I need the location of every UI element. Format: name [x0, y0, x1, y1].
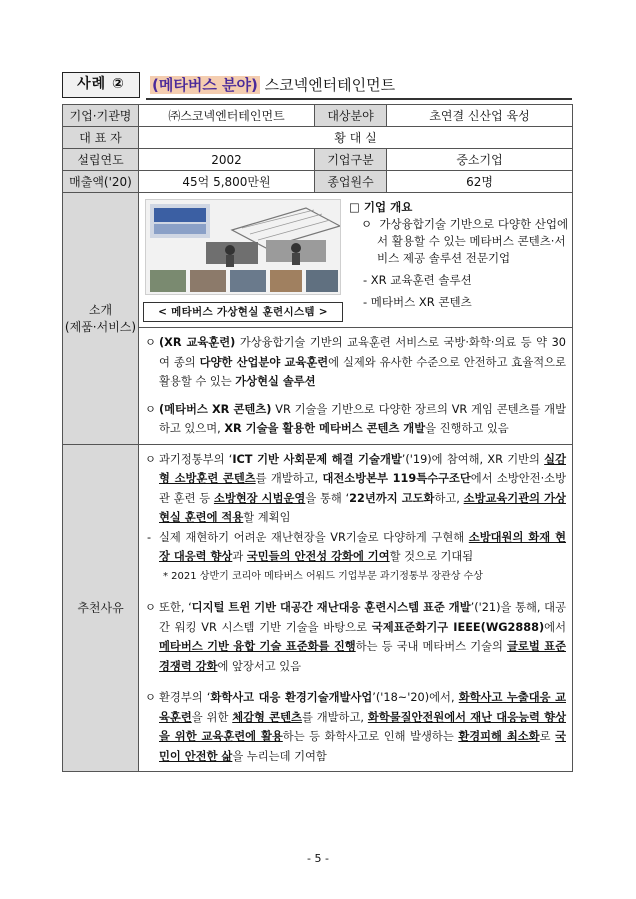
case-title [150, 74, 395, 96]
intro-label-1: 소개 [88, 303, 113, 318]
emphasis: 22년까지 고도화 [349, 491, 435, 505]
company-overview [349, 199, 574, 311]
text: VR 기술을 기반으로 다양한 장르의 VR 게임 콘텐츠를 개발하고 있으며, [159, 402, 566, 435]
text: 을 진행하고 있음 [425, 422, 509, 435]
text: 을 통해 ‘ [305, 491, 350, 505]
sales-value: 45억 5,800만원 [139, 171, 315, 193]
intro-bullet-metaverse [145, 400, 566, 439]
emphasis: 화학물질안전원에서 재난 대응능력 향상을 위한 교육훈련에 활용 [159, 710, 566, 743]
text: 를 개발하고, [301, 710, 368, 724]
emphasis: 메타버스 기반 융합 기술 표준화를 진행 [159, 640, 356, 653]
field-label: 대상분야 [315, 105, 387, 127]
bullet-symbol: ㅇ [145, 452, 156, 466]
title-underline [146, 98, 572, 100]
emphasis: 국민이 안전한 삶 [159, 730, 566, 763]
text: 에서 소방안전·소방관 훈련 등 [159, 472, 566, 505]
emphasis: 국민들의 안전성 강화에 기여 [246, 550, 390, 563]
text: 하는 등 화학사고로 인해 발생하는 [282, 730, 459, 743]
text: 로 [539, 730, 556, 743]
text: 환경부의 ‘ [159, 691, 211, 704]
emphasis: 소방교육기관의 가상현실 훈련에 적용 [159, 491, 566, 524]
employees-value: 62명 [387, 171, 573, 193]
intro-bullet-xr [145, 333, 566, 392]
bullet-symbol: ㅇ [145, 691, 156, 704]
text: ’('19)에 참여해, XR 기반의 [401, 452, 545, 466]
emphasis: 화학사고 누출대응 교육훈련 [159, 691, 566, 724]
text: ’('21)을 통해, 대공간 워킹 VR 시스템 기반 기술을 바탕으로 [159, 601, 566, 634]
emphasis: 환경피해 최소화 [458, 730, 540, 743]
text: 를 개발하고, [255, 472, 323, 485]
company-value: ㈜스코넥엔터테인먼트 [139, 105, 315, 127]
emphasis: 가상현실 솔루션 [235, 375, 316, 388]
reason-bullet-1 [145, 450, 566, 528]
emphasis: 대전소방본부 119특수구조단 [322, 472, 471, 485]
page-number: - 5 - [307, 852, 329, 865]
bullet-symbol: ㅇ [361, 217, 373, 231]
bullet-heading: (메타버스 XR 콘텐츠) [159, 402, 272, 416]
bullet-symbol: ㅇ [145, 336, 156, 349]
intro-label [63, 193, 139, 445]
text: 에 앞장서고 있음 [217, 659, 302, 673]
emphasis: 국제표준화기구 IEEE(WG2888) [371, 620, 545, 634]
overview-sub-2: - 메타버스 XR 콘텐츠 [363, 295, 472, 309]
ceo-value: 황 대 실 [139, 127, 573, 149]
intro-top [139, 193, 572, 327]
field-value: 초연결 신산업 육성 [387, 105, 573, 127]
emphasis: 화학사고 대응 환경기술개발사업 [210, 691, 373, 704]
overview-text: 가상융합기술 기반으로 다양한 산업에서 활용할 수 있는 메타버스 콘텐츠·서비스 제공 솔루션 전문기업 [377, 217, 569, 265]
emphasis: 글로벌 표준 경쟁력 강화 [159, 640, 566, 673]
emphasis: 소방현장 시범운영 [213, 491, 306, 505]
company-label: 기업·기관명 [63, 105, 139, 127]
emphasis: 실감형 소방훈련 콘텐츠 [159, 452, 566, 485]
text: 할 계획임 [243, 511, 291, 524]
text: 에서 [544, 620, 566, 634]
emphasis: 다양한 산업분야 교육훈련 [199, 355, 329, 369]
reason-body [139, 445, 572, 772]
text: 가상융합기술 기반의 교육훈련 서비스로 국방·화학·의료 등 약 30여 종의 [159, 336, 566, 369]
case-company: 스코넥엔터테인먼트 [264, 76, 396, 94]
reason-bullet-2 [145, 598, 566, 676]
bullet-symbol: ㅇ [145, 402, 156, 416]
bullet-heading: (XR 교육훈련) [159, 336, 236, 349]
text: 할 것으로 기대됨 [389, 550, 474, 563]
emphasis: 디지털 트윈 기반 대공간 재난대응 훈련시스템 표준 개발 [191, 601, 471, 614]
overview-sub-1: - XR 교육훈련 솔루션 [363, 273, 472, 287]
text: 실제 재현하기 어려운 재난현장을 VR기술로 다양하게 구현해 [159, 530, 469, 544]
bullet-symbol: ㅇ [145, 601, 156, 614]
text: 을 누리는데 기여함 [232, 749, 327, 763]
reason-bullet-3 [145, 688, 566, 766]
intro-label-2: (제품·서비스) [64, 320, 137, 335]
text: 또한, ‘ [159, 601, 192, 614]
case-header [62, 72, 572, 100]
text: ’('18~'20)에서, [372, 691, 459, 704]
sales-label: 매출액('20) [63, 171, 139, 193]
reason-label: 추천사유 [63, 444, 139, 772]
emphasis: XR 기술을 활용한 메타버스 콘텐츠 개발 [224, 422, 426, 435]
overview-item [349, 216, 574, 267]
ceo-label: 대 표 자 [63, 127, 139, 149]
company-table [62, 104, 573, 772]
type-value: 중소기업 [387, 149, 573, 171]
case-label: 사례 ② [62, 72, 140, 98]
text: 하는 등 국내 메타버스 기술의 [355, 640, 508, 653]
image-caption: < 메타버스 가상현실 훈련시스템 > [143, 302, 343, 322]
text: 을 위한 [191, 710, 233, 724]
reason-sub-1 [147, 528, 566, 567]
founded-label: 설립연도 [63, 149, 139, 171]
type-label: 기업구분 [315, 149, 387, 171]
emphasis: 체감형 콘텐츠 [232, 710, 302, 724]
employees-label: 종업원수 [315, 171, 387, 193]
dash-symbol: - [147, 530, 152, 544]
overview-heading: □ 기업 개요 [349, 200, 413, 214]
founded-value: 2002 [139, 149, 315, 171]
text: 에 실제와 유사한 수준으로 안전하고 효율적으로 활용할 수 있는 [159, 355, 566, 388]
intro-body [139, 328, 572, 444]
emphasis: 소방대원의 화재 현장 대응력 향상 [159, 530, 567, 563]
award-note: * 2021 상반기 코리아 메타버스 어워드 기업부문 과기정통부 장관상 수상 [163, 570, 483, 582]
text: 과기정통부의 ‘ [159, 452, 233, 466]
text: 과 [232, 550, 247, 563]
text: 하고, [434, 491, 464, 505]
emphasis: ICT 기반 사회문제 해결 기술개발 [232, 452, 402, 466]
vr-training-image [145, 199, 341, 295]
case-category: (메타버스 분야) [152, 76, 258, 94]
